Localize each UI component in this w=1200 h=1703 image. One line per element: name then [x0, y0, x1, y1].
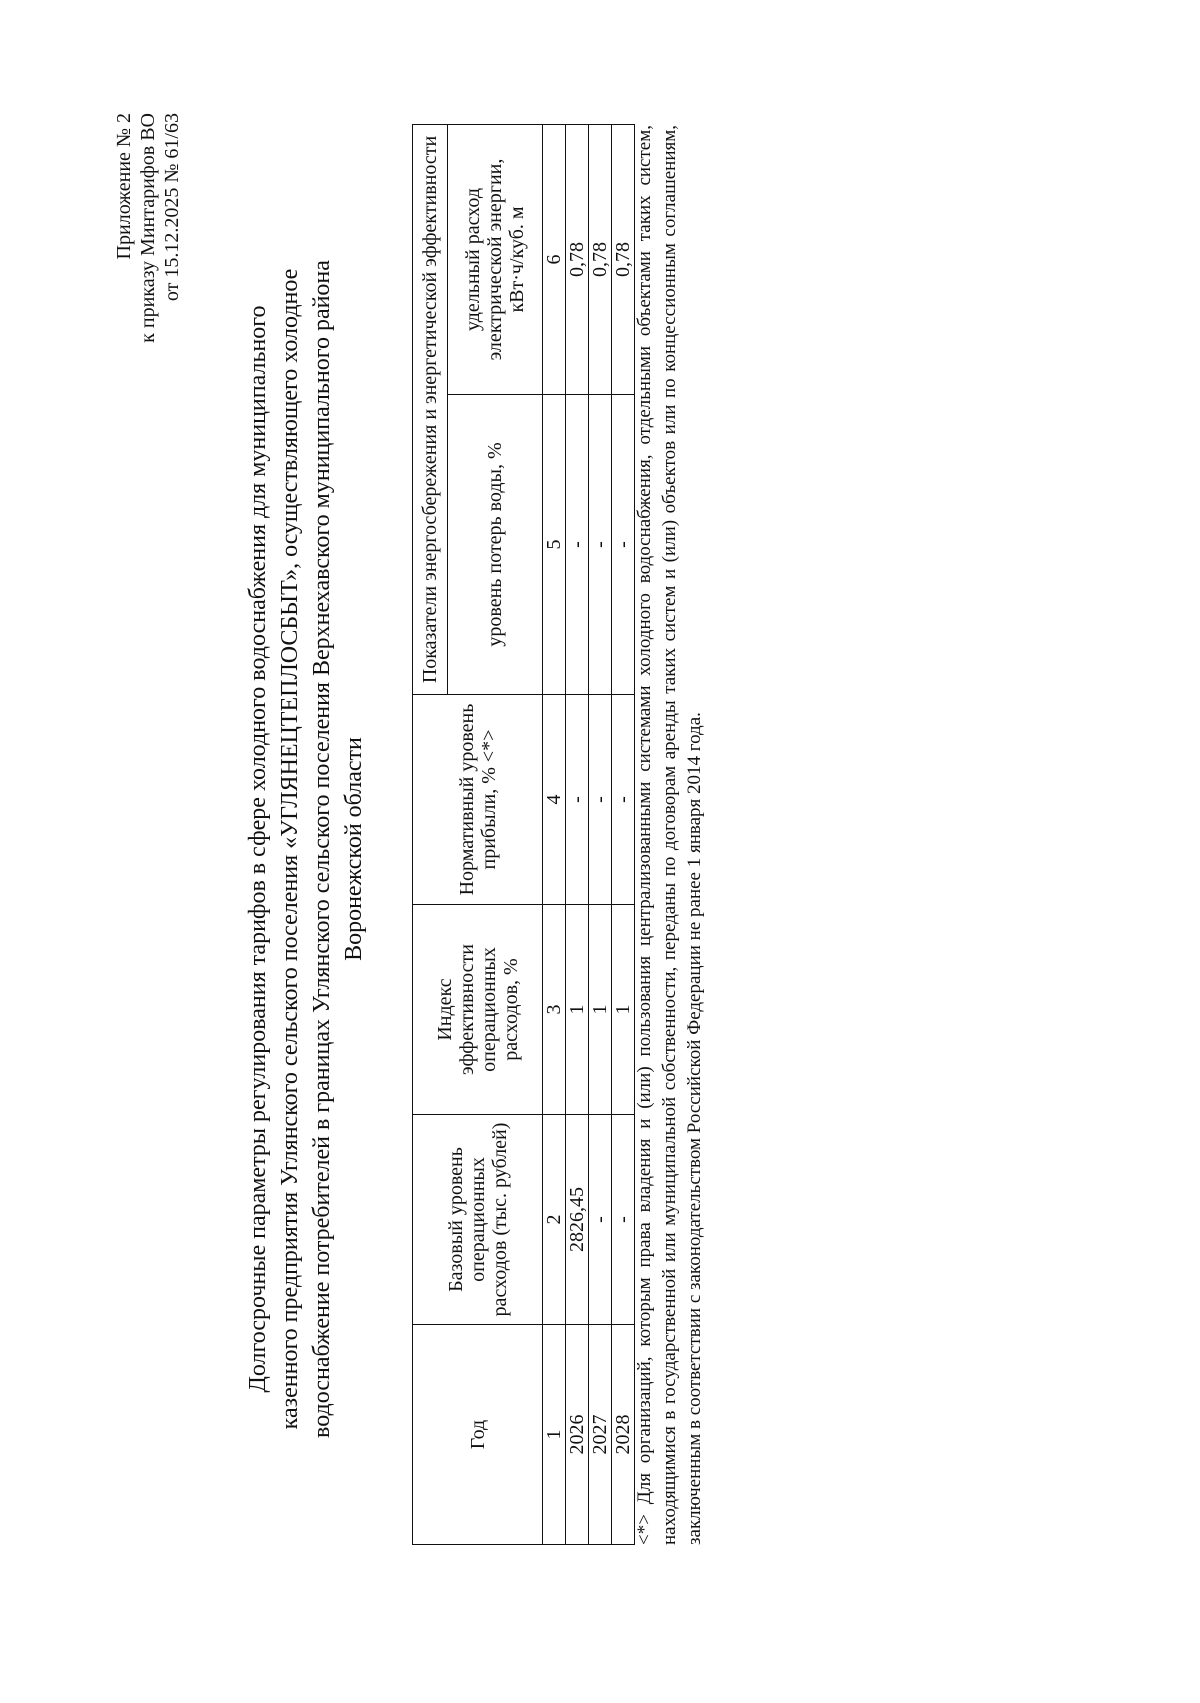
table-cell: 1 — [566, 905, 589, 1115]
appendix-date: от 15.12.2025 № 61/63 — [161, 113, 183, 302]
header-indicators-group: Показатели энергосбережения и энергетической эффективности — [413, 125, 448, 695]
table-row — [543, 125, 566, 1545]
table-cell: - — [566, 695, 589, 905]
table-cell: - — [612, 695, 635, 905]
title-line: казенного предприятия Углянского сельского поселения «УГЛЯНЕЦТЕПЛОСБЫТ», осуществляющего холодное — [277, 268, 303, 1430]
parameters-table — [412, 124, 635, 1545]
table-cell: 3 — [543, 905, 566, 1115]
table-cell: 2 — [543, 1115, 566, 1325]
header-energy-use: удельный расход электрической энергии, кВт·ч/куб. м — [448, 125, 543, 395]
table-cell: 1 — [589, 905, 612, 1115]
appendix-order: к приказу Минтарифов ВО — [137, 113, 159, 343]
table-row — [566, 125, 589, 1545]
document-title — [242, 103, 370, 1595]
header-water-loss: уровень потерь воды, % — [448, 395, 543, 695]
title-line: Долгосрочные параметры регулирования тарифов в сфере холодного водоснабжения для муниципального — [245, 305, 271, 1393]
table-cell: - — [612, 1115, 635, 1325]
table-cell: - — [589, 1115, 612, 1325]
table-cell: - — [589, 395, 612, 695]
table-cell: 0,78 — [612, 125, 635, 395]
title-line: Воронежской области — [341, 737, 367, 961]
table-cell: 2026 — [566, 1325, 589, 1545]
table-cell: 0,78 — [589, 125, 612, 395]
footnote: <*> Для организаций, которым права владения и (или) пользования централизованными системами холодного водоснабжения, отдельными объектами таких систем, находящимися в государственной или муниципальной собственности, переданы по договорам аренды таких систем и (или) объектов или по концессионным соглашениям, заключенным в соответствии с законодательством Российской Федерации не ранее 1 января 2014 года. — [634, 125, 705, 1545]
table-cell: 5 — [543, 395, 566, 695]
table-cell: 2027 — [589, 1325, 612, 1545]
table-row — [589, 125, 612, 1545]
table-cell: 4 — [543, 695, 566, 905]
header-base-level: Базовый уровень операционных расходов (тыс. рублей) — [413, 1115, 543, 1325]
table-cell: 1 — [543, 1325, 566, 1545]
table-cell: - — [589, 695, 612, 905]
appendix-number: Приложение № 2 — [113, 113, 135, 260]
header-efficiency-index: Индекс эффективности операционных расходов, % — [413, 905, 543, 1115]
rotated-content — [112, 103, 752, 1595]
table-cell: 2826,45 — [566, 1115, 589, 1325]
table-cell: - — [566, 395, 589, 695]
appendix-reference — [112, 113, 184, 343]
title-line: водоснабжение потребителей в границах Углянского сельского поселения Верхнехавского муниципального района — [309, 260, 335, 1438]
table-cell: 6 — [543, 125, 566, 395]
table-cell: 1 — [612, 905, 635, 1115]
table-cell: 2028 — [612, 1325, 635, 1545]
header-profit-level: Нормативный уровень прибыли, % <*> — [413, 695, 543, 905]
header-year: Год — [413, 1325, 543, 1545]
table-cell: 0,78 — [566, 125, 589, 395]
table-cell: - — [612, 395, 635, 695]
